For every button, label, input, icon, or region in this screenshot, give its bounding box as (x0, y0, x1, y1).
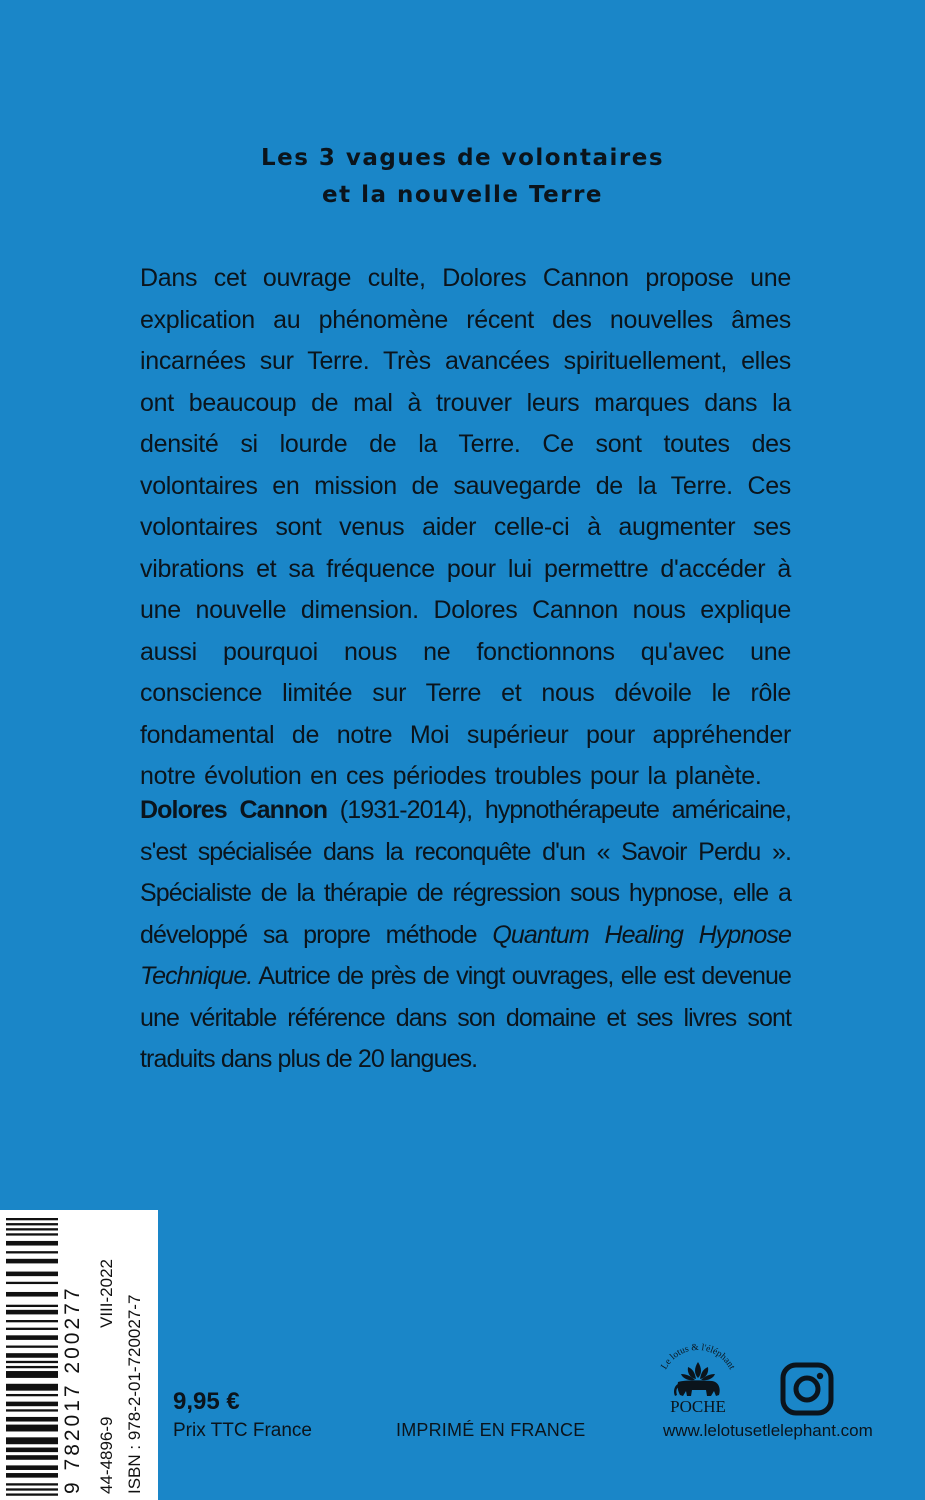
edition-code-text: VIII-2022 (97, 1259, 116, 1328)
barcode-bar (6, 1228, 58, 1230)
instagram-icon[interactable] (780, 1362, 834, 1416)
author-name: Dolores Cannon (140, 796, 328, 824)
barcode-bar (6, 1455, 58, 1460)
logo-arc-text: Le lotus & l'éléphant (659, 1342, 737, 1372)
book-title-line-1: Les 3 vagues de volontaires (260, 145, 665, 171)
barcode-bar (6, 1335, 58, 1340)
author-bio-text-b: Autrice de près de vingt ouvrages, elle est devenue une véritable référence dans son domaine et ses livres sont traduits dans plus de 20 langues. (140, 962, 791, 1073)
barcode-bar (6, 1272, 58, 1277)
barcode-bar (6, 1251, 58, 1253)
price-amount: 9,95 € (173, 1388, 240, 1415)
isbn-number-text: ISBN : 978-2-01-720027-7 (125, 1294, 144, 1494)
barcode-bar (6, 1259, 58, 1264)
barcode-bar (6, 1241, 58, 1246)
barcode-digits (62, 1218, 84, 1494)
barcode-bar (6, 1488, 58, 1490)
barcode-bar (6, 1305, 58, 1307)
barcode-bar (6, 1346, 58, 1348)
ean-code-text: 44-4896-9 (97, 1416, 116, 1494)
barcode-bar (6, 1417, 58, 1422)
printed-in-label: IMPRIMÉ EN FRANCE (396, 1420, 586, 1440)
barcode-bar (6, 1292, 58, 1297)
barcode-bar (6, 1282, 58, 1284)
barcode-bar (6, 1448, 58, 1453)
barcode-bar (6, 1402, 58, 1407)
barcode-bar (6, 1437, 58, 1444)
barcode-digits-text: 9 782017 200277 (61, 1285, 84, 1494)
book-description: Dans cet ouvrage culte, Dolores Cannon propose une explication au phénomène récent des nouvelles âmes incarnées sur Terre. Très avancées spirituellement, elles ont beaucoup de mal à trouver leurs marques dans la densité si lourde de la Terre. Ce sont toutes des volontaires en mission de sauvegarde de la Terre. Ces volontaires sont venus aider celle-ci à augmenter ses vibrations et sa fréquence pour lui permettre d'accéder à une nouvelle dimension. Dolores Cannon nous explique aussi pourquoi nous ne fonctionnons qu'avec une conscience limitée sur Terre et nous dévoile le rôle fondamental de notre Moi supérieur pour appréhender notre évolution en ces périodes troubles pour la planète. (140, 264, 791, 790)
barcode-panel (0, 1210, 158, 1500)
barcode-bar (6, 1328, 58, 1330)
book-title (0, 140, 925, 214)
author-method: Quantum Healing Hypnose Technique. (140, 920, 791, 990)
barcode-bar (6, 1353, 58, 1358)
barcode-bar (6, 1465, 58, 1470)
barcode-image (6, 1218, 58, 1496)
barcode-bar (6, 1371, 58, 1378)
barcode-bar (6, 1223, 58, 1225)
book-title-line-2: et la nouvelle Terre (321, 182, 604, 208)
barcode-bar (6, 1483, 58, 1485)
barcode-bar (6, 1218, 58, 1220)
author-bio-text-a: (1931-2014), hypnothérapeute américaine, s'est spécialisée dans la reconquête d'un « Savoir Perdu ». Spécialiste de la thérapie de régression sous hypnose, elle a développé sa propre méthode (140, 796, 791, 949)
edition-code (96, 1218, 118, 1328)
barcode-bar (6, 1394, 58, 1396)
barcode-bar (6, 1409, 58, 1411)
isbn-number (124, 1218, 146, 1494)
price-label: Prix TTC France (173, 1420, 313, 1441)
barcode-bar (6, 1493, 58, 1495)
barcode-bar (6, 1384, 58, 1391)
publisher-website-link[interactable]: www.lelotusetlelephant.com (663, 1421, 873, 1440)
barcode-bar (6, 1310, 58, 1315)
barcode-bar (6, 1366, 58, 1368)
barcode-bar (6, 1233, 58, 1235)
collection-label: POCHE (670, 1397, 726, 1416)
barcode-bar (6, 1361, 58, 1363)
author-bio (140, 790, 791, 1081)
barcode-bar (6, 1320, 58, 1322)
barcode-bar (6, 1473, 58, 1478)
barcode-bar (6, 1425, 58, 1432)
